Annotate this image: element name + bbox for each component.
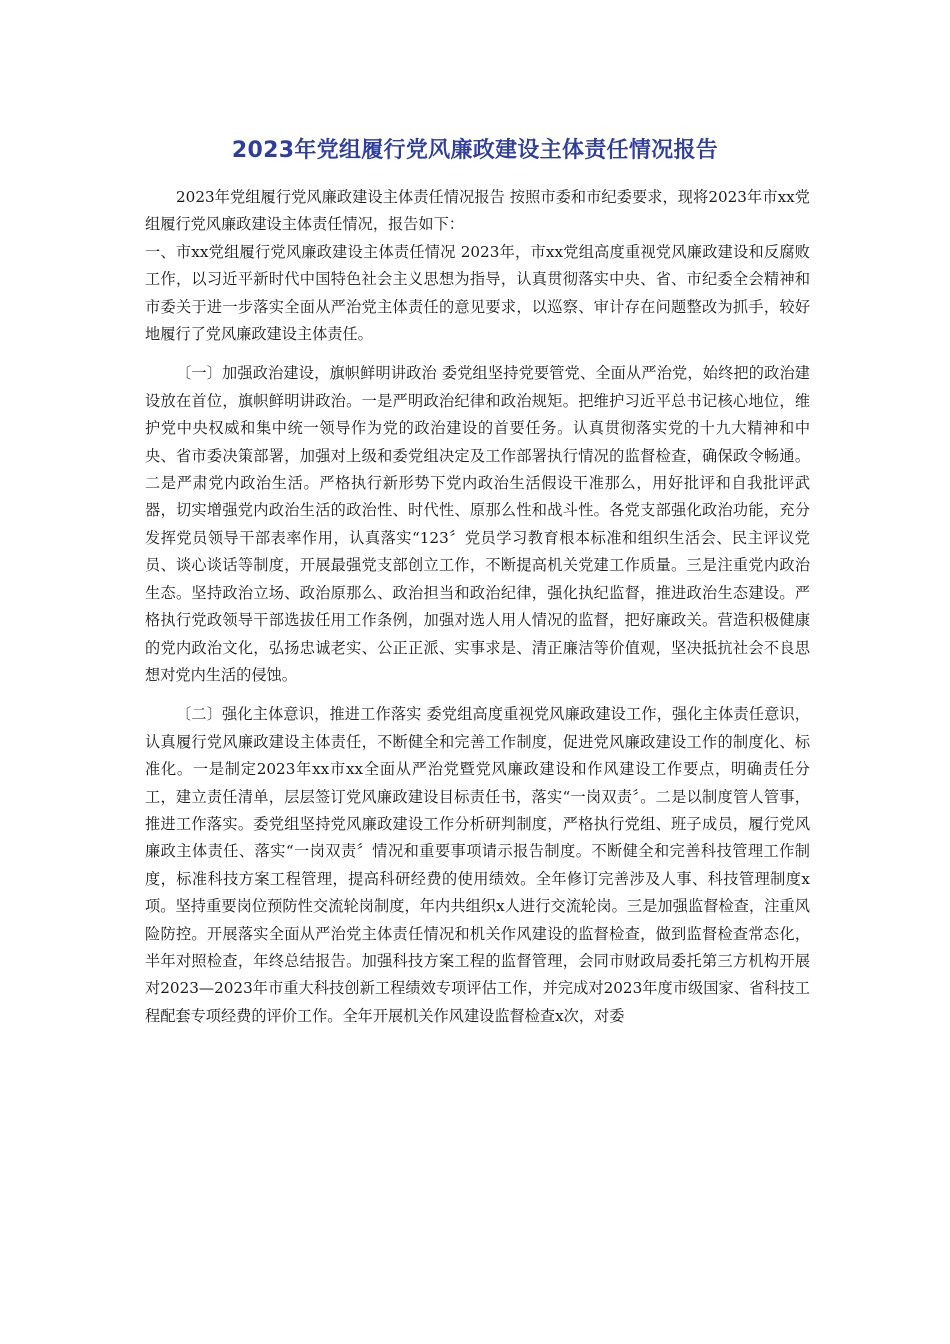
document-body — [145, 184, 810, 1030]
section-one-paragraph: 一、市xx党组履行党风廉政建设主体责任情况 2023年，市xx党组高度重视党风廉政建设和反腐败工作，以习近平新时代中国特色社会主义思想为指导，认真贯彻落实中央、省、市纪委全会精神和市委关于进一步落实全面从严治党主体责任的意见要求，以巡察、审计存在问题整改为抓手，较好地履行了党风廉政建设主体责任。 — [145, 242, 810, 344]
intro-paragraph: 2023年党组履行党风廉政建设主体责任情况报告 按照市委和市纪委要求，现将2023年市xx党组履行党风廉政建设主体责任情况，报告如下： — [145, 188, 810, 234]
subsection-two-paragraph: 〔二〕强化主体意识，推进工作落实 委党组高度重视党风廉政建设工作，强化主体责任意识，认真履行党风廉政建设主体责任，不断健全和完善工作制度，促进党风廉政建设工作的制度化、标准化。一是制定2023年xx市xx全面从严治党暨党风廉政建设和作风建设工作要点，明确责任分工，建立责任清单，层层签订党风廉政建设目标责任书，落实“一岗双责〞。二是以制度管人管事，推进工作落实。委党组坚持党风廉政建设工作分析研判制度，严格执行党组、班子成员，履行党风廉政主体责任、落实“一岗双责〞情况和重要事项请示报告制度。不断健全和完善科技管理工作制度，标准科技方案工程管理，提高科研经费的使用绩效。全年修订完善涉及人事、科技管理制度x项。坚持重要岗位预防性交流轮岗制度，年内共组织x人进行交流轮岗。三是加强监督检查，注重风险防控。开展落实全面从严治党主体责任情况和机关作风建设的监督检查，做到监督检查常态化，半年对照检查，年终总结报告。加强科技方案工程的监督管理，会同市财政局委托第三方机构开展对2023—2023年市重大科技创新工程绩效专项评估工作，并完成对2023年度市级国家、省科技工程配套专项经费的评价工作。全年开展机关作风建设监督检查x次，对委 — [145, 705, 810, 1025]
subsection-one-paragraph: 〔一〕加强政治建设，旗帜鲜明讲政治 委党组坚持党要管党、全面从严治党，始终把的政治建设放在首位，旗帜鲜明讲政治。一是严明政治纪律和政治规矩。把维护习近平总书记核心地位，维护党中央权威和集中统一领导作为党的政治建设的首要任务。认真贯彻落实党的十九大精神和中央、省市委决策部署，加强对上级和委党组决定及工作部署执行情况的监督检查，确保政令畅通。二是严肃党内政治生活。严格执行新形势下党内政治生活假设干准那么，用好批评和自我批评武器，切实增强党内政治生活的政治性、时代性、原那么性和战斗性。各党支部强化政治功能，充分发挥党员领导干部表率作用，认真落实“123〞党员学习教育根本标准和组织生活会、民主评议党员、谈心谈话等制度，开展最强党支部创立工作，不断提高机关党建工作质量。三是注重党内政治生态。坚持政治立场、政治原那么、政治担当和政治纪律，强化执纪监督，推进政治生态建设。严格执行党政领导干部选拔任用工作条例，加强对选人用人情况的监督，把好廉政关。营造积极健康的党内政治文化，弘扬忠诚老实、公正正派、实事求是、清正廉洁等价值观，坚决抵抗社会不良思想对党内生活的侵蚀。 — [145, 364, 810, 684]
document-title: 2023年党组履行党风廉政建设主体责任情况报告 — [231, 138, 719, 163]
